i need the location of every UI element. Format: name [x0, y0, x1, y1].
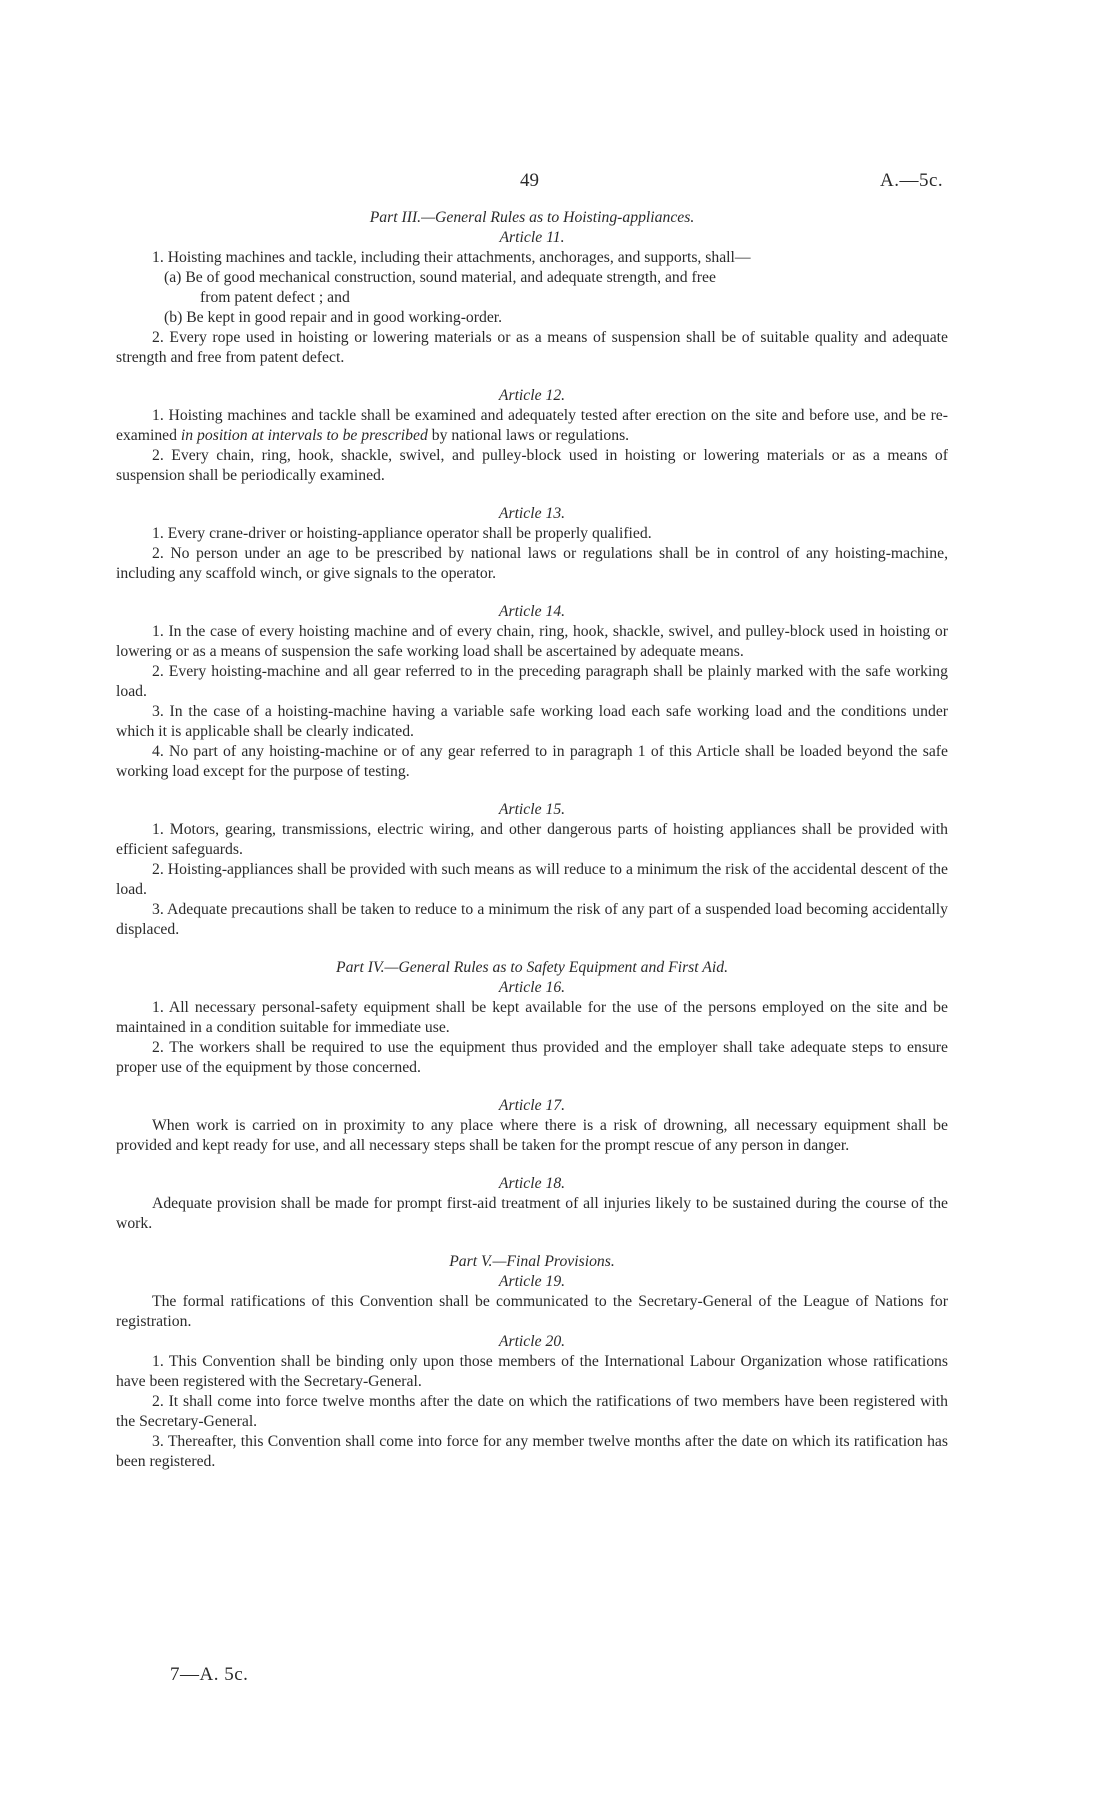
- article-11-para-1: 1. Hoisting machines and tackle, including their attachments, anchorages, and supports, shall—: [152, 249, 751, 266]
- article-14-para-3: 3. In the case of a hoisting-machine having a variable safe working load each safe working load and the conditions under which it is applicable shall be clearly indicated.: [116, 703, 948, 740]
- article-20-para-2: 2. It shall come into force twelve months after the date on which the ratifications of two members have been registered with the Secretary-General.: [116, 1393, 948, 1430]
- article-17-para-1: When work is carried on in proximity to any place where there is a risk of drowning, all necessary equipment shall be provided and kept ready for use, and all necessary steps shall be taken for the prompt rescue of any person in danger.: [116, 1117, 948, 1154]
- article-15-title: Article 15.: [498, 801, 566, 818]
- series-reference: A.—5c.: [880, 170, 944, 191]
- printer-signature: 7—A. 5c.: [170, 1664, 249, 1685]
- article-16-para-1: 1. All necessary personal-safety equipment shall be kept available for the use of the persons employed on the site and be maintained in a condition suitable for immediate use.: [116, 999, 948, 1036]
- article-17-title: Article 17.: [498, 1097, 566, 1114]
- article-14-title: Article 14.: [498, 603, 566, 620]
- article-14-para-4: 4. No part of any hoisting-machine or of any gear referred to in paragraph 1 of this Article shall be loaded beyond the safe working load except for the purpose of testing.: [116, 743, 948, 780]
- article-15-para-2: 2. Hoisting-appliances shall be provided with such means as will reduce to a minimum the risk of the accidental descent of the load.: [116, 861, 948, 898]
- article-11-item-b: (b) Be kept in good repair and in good working-order.: [164, 309, 503, 326]
- article-20-title: Article 20.: [498, 1333, 566, 1350]
- article-19-title: Article 19.: [498, 1273, 566, 1290]
- article-13-para-2: 2. No person under an age to be prescribed by national laws or regulations shall be in control of any hoisting-machine, including any scaffold winch, or give signals to the operator.: [116, 545, 948, 582]
- article-12-para-1-end: by national laws or regulations.: [427, 427, 630, 444]
- article-14-para-2: 2. Every hoisting-machine and all gear referred to in the preceding paragraph shall be plainly marked with the safe working load.: [116, 663, 948, 700]
- part-5-heading: Part V.—Final Provisions.: [449, 1253, 615, 1270]
- part-3-heading: Part III.—General Rules as to Hoisting-appliances.: [369, 209, 695, 226]
- article-16-para-2: 2. The workers shall be required to use the equipment thus provided and the employer shall take adequate steps to ensure proper use of the equipment by those concerned.: [116, 1039, 948, 1076]
- article-12-para-2: 2. Every chain, ring, hook, shackle, swivel, and pulley-block used in hoisting or lowering materials or as a means of suspension shall be periodically examined.: [116, 447, 948, 484]
- article-18-title: Article 18.: [498, 1175, 566, 1192]
- article-15-para-1: 1. Motors, gearing, transmissions, electric wiring, and other dangerous parts of hoisting appliances shall be provided with efficient safeguards.: [116, 821, 948, 858]
- article-14-para-1: 1. In the case of every hoisting machine and of every chain, ring, hook, shackle, swivel, and pulley-block used in hoisting or lowering or as a means of suspension the safe working load shall be ascertained by adequate means.: [116, 623, 948, 660]
- article-15-para-3: 3. Adequate precautions shall be taken to reduce to a minimum the risk of any part of a suspended load becoming accidentally displaced.: [116, 901, 948, 938]
- document-body: [116, 205, 948, 1472]
- article-12-para-1-start: 1. Hoisting machines and tackle shall be examined and adequately tested after erection on the site and before use, and be re-examined: [116, 407, 948, 444]
- article-11-title: Article 11.: [499, 229, 565, 246]
- article-19-para-1: The formal ratifications of this Convention shall be communicated to the Secretary-General of the League of Nations for registration.: [116, 1293, 948, 1330]
- article-12-title: Article 12.: [498, 387, 566, 404]
- part-4-heading: Part IV.—General Rules as to Safety Equipment and First Aid.: [335, 959, 728, 976]
- article-13-title: Article 13.: [498, 505, 566, 522]
- article-20-para-3: 3. Thereafter, this Convention shall come into force for any member twelve months after the date on which its ratification has been registered.: [116, 1433, 948, 1470]
- article-16-title: Article 16.: [498, 979, 566, 996]
- article-11-para-2: 2. Every rope used in hoisting or lowering materials or as a means of suspension shall be of suitable quality and adequate strength and free from patent defect.: [116, 329, 948, 366]
- article-18-para-1: Adequate provision shall be made for prompt first-aid treatment of all injuries likely to be sustained during the course of the work.: [116, 1195, 948, 1232]
- article-13-para-1: 1. Every crane-driver or hoisting-appliance operator shall be properly qualified.: [152, 525, 652, 542]
- article-12-para-1: [116, 406, 948, 446]
- page-number: 49: [520, 170, 539, 191]
- article-11-item-a: (a) Be of good mechanical construction, sound material, and adequate strength, and free: [164, 269, 716, 286]
- article-12-para-1-emphasis: in position at intervals to be prescribed: [180, 427, 428, 444]
- article-11-item-a-cont: from patent defect ; and: [200, 289, 350, 306]
- article-20-para-1: 1. This Convention shall be binding only upon those members of the International Labour Organization whose ratifications have been registered with the Secretary-General.: [116, 1353, 948, 1390]
